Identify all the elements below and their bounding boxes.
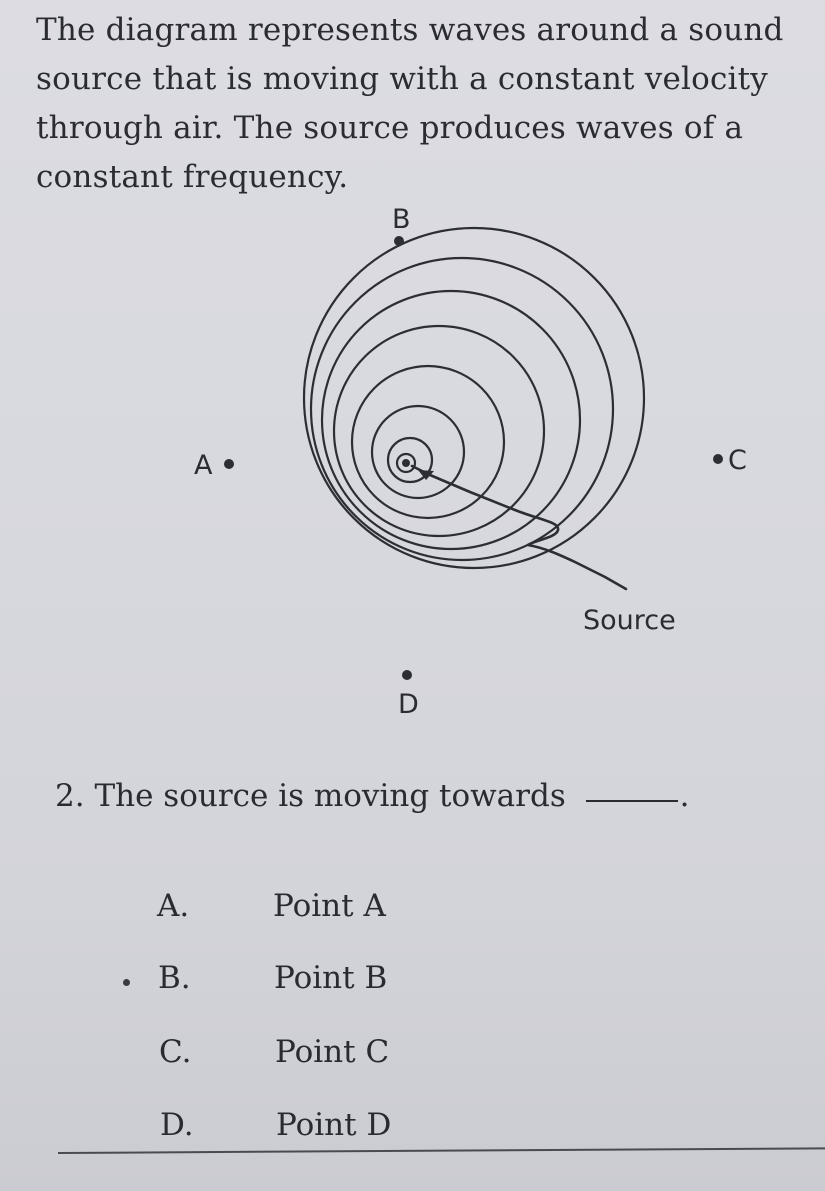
point-b-dot [394,236,404,246]
intro-line-1: The diagram represents waves around a sound [36,12,784,48]
point-c-label: C [728,445,747,476]
question-number: 2. [55,778,85,814]
point-a-dot [224,459,234,469]
point-d-label: D [398,689,419,720]
option-b-letter: B. [158,960,191,996]
option-a-text: Point A [273,888,386,924]
option-c-text: Point C [275,1034,390,1070]
option-d-letter: D. [160,1107,194,1143]
wavefront-5 [334,326,544,536]
intro-line-4: constant frequency. [36,159,349,195]
option-a-letter: A. [157,888,190,924]
wavefront-7 [311,258,613,560]
point-a-label: A [194,450,213,481]
selected-option-mark [123,979,130,986]
option-b-text: Point B [274,960,388,996]
point-b-label: B [392,204,411,235]
question [55,778,689,814]
wavefront-circles [304,228,644,568]
answer-blank [586,800,678,802]
intro-line-3: through air. The source produces waves of a [36,110,744,146]
source-label: Source [583,605,676,636]
point-c-dot [713,454,723,464]
bottom-rule [58,1147,825,1154]
option-d-text: Point D [276,1107,392,1143]
question-end: . [679,778,690,814]
source-dot [402,459,410,467]
option-c-letter: C. [159,1034,192,1070]
intro-line-2: source that is moving with a constant velocity [36,61,769,97]
point-d-dot [402,670,412,680]
question-text: The source is moving towards [94,778,566,814]
